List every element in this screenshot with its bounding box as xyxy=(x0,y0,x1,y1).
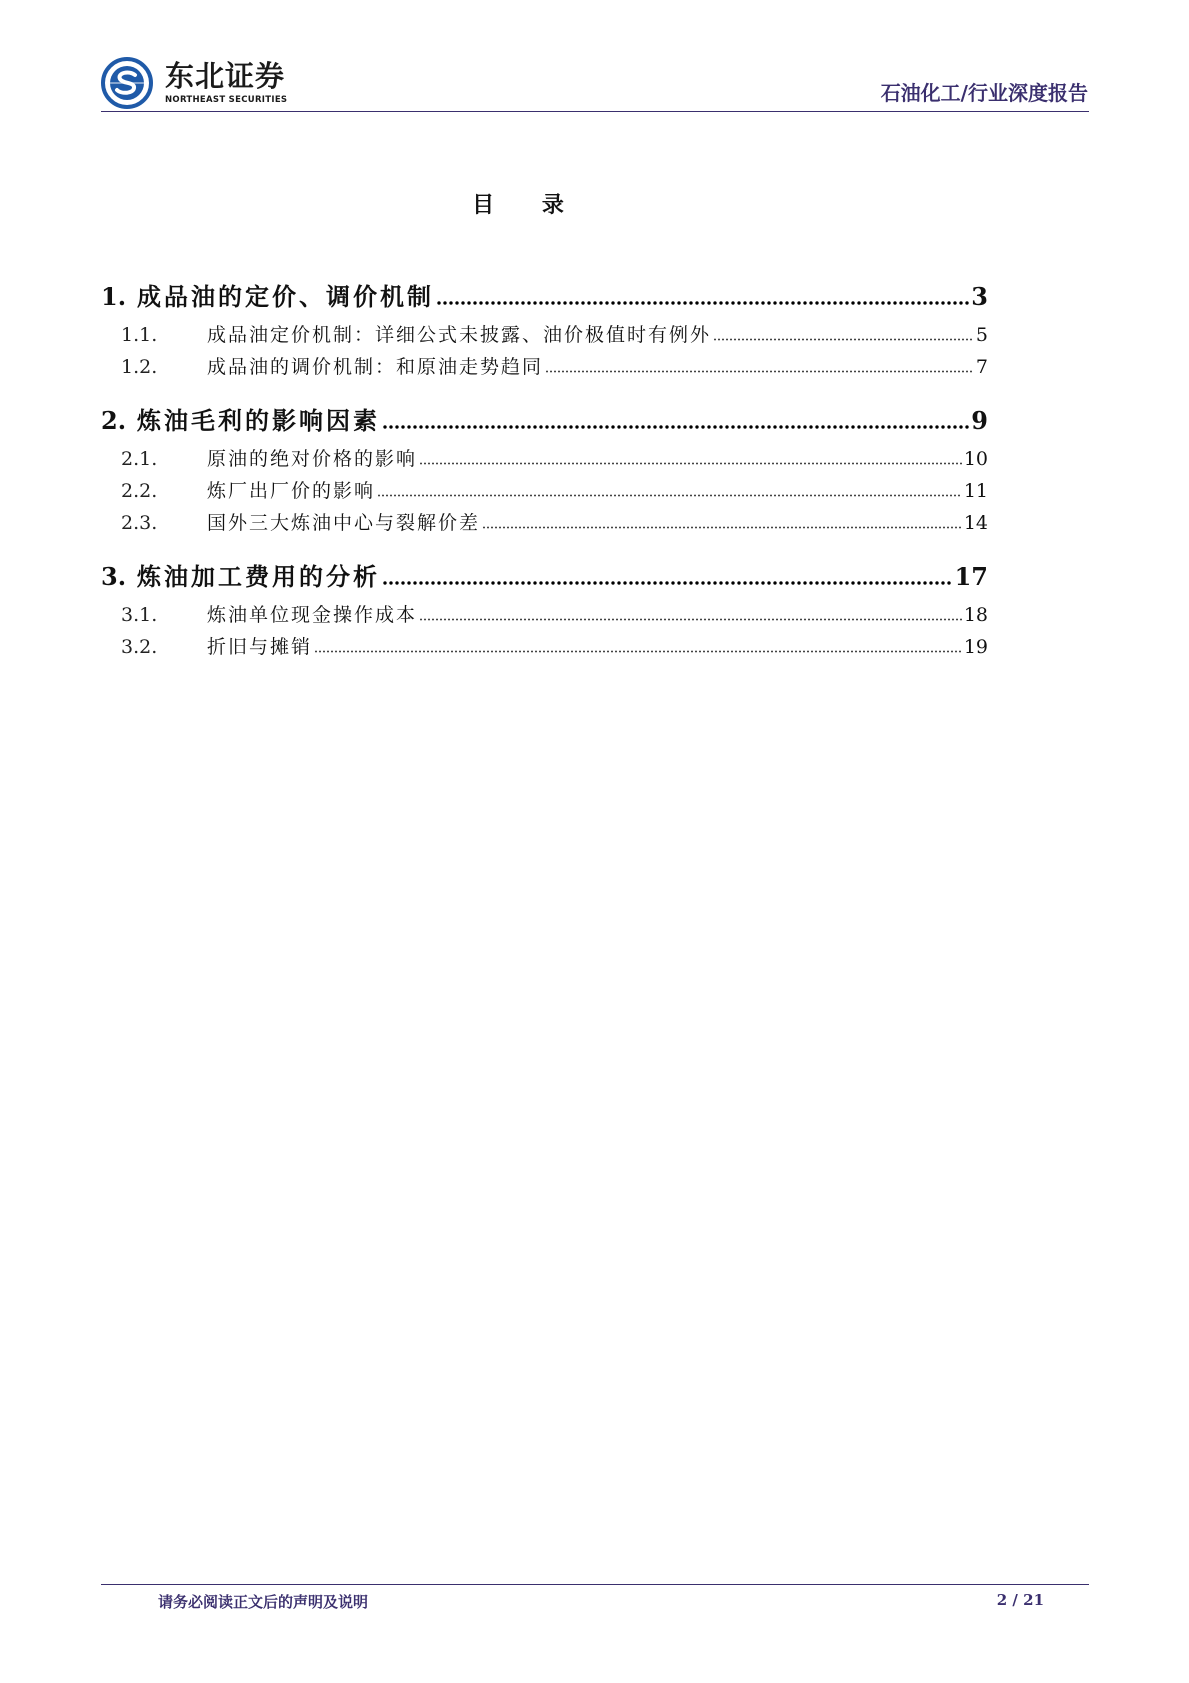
company-logo xyxy=(101,57,331,109)
toc-entry-text: 成品油的调价机制：和原油走势趋同 xyxy=(207,356,544,378)
toc-entry-text: 炼油单位现金操作成本 xyxy=(207,604,418,626)
toc-leader-dots xyxy=(545,369,974,373)
toc-entry-2-2[interactable] xyxy=(101,476,988,503)
toc-entry-number: 2.2. xyxy=(121,480,158,502)
toc-entry-text: 成品油的定价、调价机制 xyxy=(137,283,434,311)
toc-entry-number: 1. xyxy=(101,282,127,311)
toc-leader-dots xyxy=(314,649,962,653)
logo-english-name: NORTHEAST SECURITIES xyxy=(165,95,288,105)
toc-entry-number: 3. xyxy=(101,562,127,591)
northeast-securities-logo-icon xyxy=(101,57,153,109)
disclaimer-note: 请务必阅读正文后的声明及说明 xyxy=(158,1593,369,1611)
toc-leader-dots xyxy=(382,423,969,429)
toc-entry-text: 成品油定价机制：详细公式未披露、油价极值时有例外 xyxy=(207,324,712,346)
toc-entry-1[interactable] xyxy=(101,277,988,312)
toc-entry-number: 1.1. xyxy=(121,324,158,346)
toc-entry-1-1[interactable] xyxy=(101,320,988,347)
toc-entry-page: 5 xyxy=(975,324,988,346)
toc-entry-text: 国外三大炼油中心与裂解价差 xyxy=(207,512,481,534)
toc-entry-2[interactable] xyxy=(101,401,988,436)
toc-leader-dots xyxy=(377,493,962,497)
toc-leader-dots xyxy=(419,461,962,465)
toc-entry-page: 10 xyxy=(963,448,988,470)
toc-leader-dots xyxy=(419,617,962,621)
report-category: 石油化工/行业深度报告 xyxy=(880,81,1088,105)
toc-entry-text: 炼油毛利的影响因素 xyxy=(137,407,380,435)
toc-entry-number: 2.3. xyxy=(121,512,158,534)
toc-entry-number: 2. xyxy=(101,406,127,435)
footer-divider xyxy=(101,1584,1089,1585)
toc-entry-page: 11 xyxy=(963,480,988,502)
toc-entry-text: 折旧与摊销 xyxy=(207,636,313,658)
toc-entry-page: 7 xyxy=(975,356,988,378)
toc-leader-dots xyxy=(436,299,969,305)
toc-leader-dots xyxy=(382,579,953,585)
toc-entry-2-3[interactable] xyxy=(101,508,988,535)
toc-entry-page: 19 xyxy=(963,636,988,658)
toc-entry-number: 3.1. xyxy=(121,604,158,626)
toc-entry-page: 9 xyxy=(971,406,988,435)
toc-entry-page: 3 xyxy=(971,282,988,311)
toc-entry-text: 原油的绝对价格的影响 xyxy=(207,448,418,470)
toc-entry-number: 1.2. xyxy=(121,356,158,378)
toc-entry-text: 炼厂出厂价的影响 xyxy=(207,480,376,502)
page-indicator: 2 / 21 xyxy=(996,1591,1044,1609)
header-divider xyxy=(101,111,1089,112)
toc-entry-page: 14 xyxy=(963,512,988,534)
logo-chinese-name: 东北证券 xyxy=(165,59,286,93)
toc-entry-3-1[interactable] xyxy=(101,600,988,627)
toc-entry-1-2[interactable] xyxy=(101,352,988,379)
toc-title: 目 录 xyxy=(472,193,584,218)
toc-entry-3[interactable] xyxy=(101,557,988,592)
toc-entry-page: 17 xyxy=(954,562,988,591)
toc-entry-2-1[interactable] xyxy=(101,444,988,471)
toc-leader-dots xyxy=(713,337,974,341)
toc-entry-text: 炼油加工费用的分析 xyxy=(137,563,380,591)
toc-entry-number: 2.1. xyxy=(121,448,158,470)
toc-leader-dots xyxy=(482,525,962,529)
toc-entry-page: 18 xyxy=(963,604,988,626)
toc-entry-3-2[interactable] xyxy=(101,632,988,659)
toc-entry-number: 3.2. xyxy=(121,636,158,658)
